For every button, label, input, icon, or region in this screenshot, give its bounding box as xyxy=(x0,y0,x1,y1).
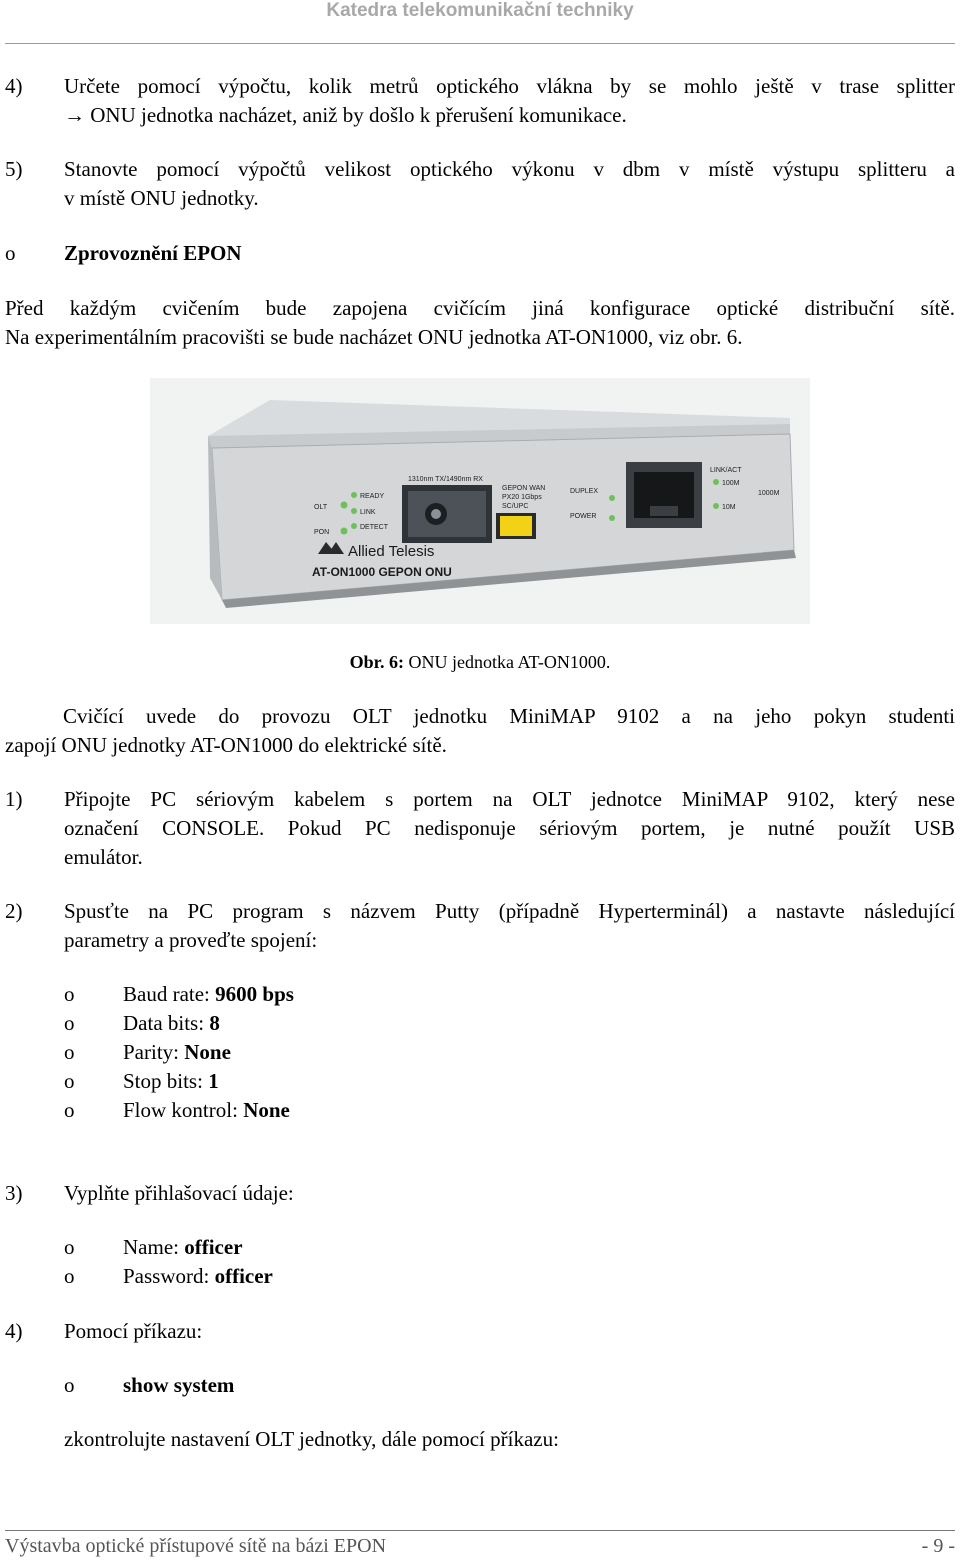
section-bullet: o xyxy=(5,241,16,265)
detect-label: DETECT xyxy=(360,524,388,531)
step-4-line-2: zkontrolujte nastavení OLT jednotky, dále pomocí příkazu: xyxy=(64,1427,559,1451)
linkact-label: LINK/ACT xyxy=(710,467,742,474)
page-number: - 9 - xyxy=(921,1535,955,1557)
param-stop-bits: Stop bits: 1 xyxy=(123,1069,219,1093)
cred-bullet: o xyxy=(64,1264,75,1288)
duplex-label: DUPLEX xyxy=(570,488,599,495)
step-number-4: 4) xyxy=(5,1319,23,1343)
intro-line-2: Na experimentálním pracovišti se bude nacházet ONU jednotka AT-ON1000, viz obr. 6. xyxy=(5,325,743,349)
step-number-3: 3) xyxy=(5,1181,23,1205)
olt-label: OLT xyxy=(314,504,328,511)
footer-title: Výstavba optické přístupové sítě na bázi EPON xyxy=(5,1535,387,1557)
step-2-line-1: Spusťte na PC program s názvem Putty (případně Hyperterminál) a nastavte následující xyxy=(64,899,955,923)
header-divider xyxy=(5,43,955,44)
cred-password: Password: officer xyxy=(123,1264,273,1288)
caption-label: Obr. 6: xyxy=(349,652,404,672)
item-5-line-2: v místě ONU jednotky. xyxy=(64,186,259,210)
step-3-line-1: Vyplňte přihlašovací údaje: xyxy=(64,1181,294,1205)
step-4-line-1: Pomocí příkazu: xyxy=(64,1319,203,1343)
param-bullet: o xyxy=(64,1069,75,1093)
item-4-line-1: Určete pomocí výpočtu, kolik metrů optického vlákna by se mohlo ještě v trase splitter xyxy=(64,74,955,98)
ready-label: READY xyxy=(360,493,385,500)
10m-label: 10M xyxy=(722,504,736,511)
model-label: AT-ON1000 GEPON ONU xyxy=(312,565,452,579)
para-2-line-1: Cvičící uvede do provozu OLT jednotku MiniMAP 9102 a na jeho pokyn studenti xyxy=(63,704,955,728)
param-bullet: o xyxy=(64,982,75,1006)
caption-text: ONU jednotka AT-ON1000. xyxy=(404,652,611,672)
pon-label: PON xyxy=(314,529,330,536)
para-2-line-2: zapojí ONU jednotky AT-ON1000 do elektrické sítě. xyxy=(5,733,447,757)
cred-name: Name: officer xyxy=(123,1235,243,1259)
footer-divider xyxy=(5,1530,955,1531)
param-bullet: o xyxy=(64,1098,75,1122)
item-number-4: 4) xyxy=(5,74,23,98)
param-parity: Parity: None xyxy=(123,1040,231,1064)
param-flow-control: Flow kontrol: None xyxy=(123,1098,290,1122)
onu-device-figure xyxy=(150,378,810,624)
item-5-line-1: Stanovte pomocí výpočtů velikost optického výkonu v dbm v místě výstupu splitteru a xyxy=(64,157,955,181)
intro-line-1: Před každým cvičením bude zapojena cvičícím jiná konfigurace optické distribuční sítě. xyxy=(5,296,955,320)
1000m-label: 1000M xyxy=(758,490,780,497)
gepon-label: GEPON WAN xyxy=(502,485,546,492)
page-header: Katedra telekomunikační techniky xyxy=(326,0,634,21)
power-label: POWER xyxy=(570,513,597,520)
cred-bullet: o xyxy=(64,1235,75,1259)
sc-label: SC/UPC xyxy=(502,503,529,510)
step-number-2: 2) xyxy=(5,899,23,923)
step-1-line-3: emulátor. xyxy=(64,845,143,869)
step-1-line-1: Připojte PC sériovým kabelem s portem na OLT jednotce MiniMAP 9102, který nese xyxy=(64,787,955,811)
link-label: LINK xyxy=(360,509,376,516)
command-show-system: show system xyxy=(123,1373,235,1397)
param-data-bits: Data bits: 8 xyxy=(123,1011,220,1035)
step-number-1: 1) xyxy=(5,787,23,811)
brand-logo-text: Allied Telesis xyxy=(348,543,435,560)
figure-caption xyxy=(0,650,960,674)
item-number-5: 5) xyxy=(5,157,23,181)
item-4-line-2: → ONU jednotka nacházet, aniž by došlo k přerušení komunikace. xyxy=(64,103,627,127)
px-label: PX20 1Gbps xyxy=(502,494,542,501)
param-baud-rate: Baud rate: 9600 bps xyxy=(123,982,294,1006)
100m-label: 100M xyxy=(722,480,740,487)
section-heading: Zprovoznění EPON xyxy=(64,241,242,265)
param-bullet: o xyxy=(64,1011,75,1035)
fiber-port-label: 1310nm TX/1490nm RX xyxy=(408,476,483,483)
param-bullet: o xyxy=(64,1040,75,1064)
command-bullet: o xyxy=(64,1373,75,1397)
step-1-line-2: označení CONSOLE. Pokud PC nedisponuje sériovým portem, je nutné použít USB xyxy=(64,816,955,840)
step-2-line-2: parametry a proveďte spojení: xyxy=(64,928,318,952)
